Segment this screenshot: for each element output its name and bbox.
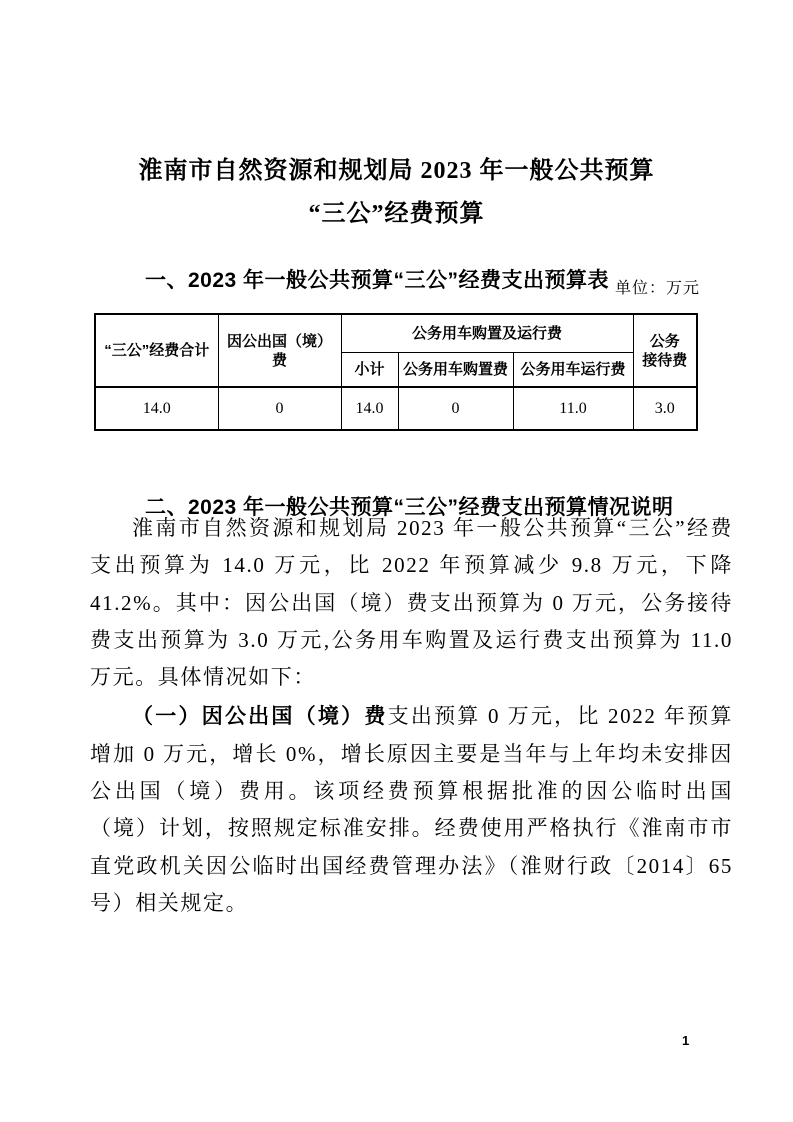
data-cell-abroad: 0 <box>218 387 341 430</box>
header-cell-reception-line1: 公务 <box>649 332 680 350</box>
body-text <box>90 510 733 922</box>
section-1-heading: 一、2023 年一般公共预算“三公”经费支出预算表 <box>145 269 610 293</box>
section-2-heading: 二、2023 年一般公共预算“三公”经费支出预算情况说明 <box>145 496 674 520</box>
data-cell-total: 14.0 <box>95 387 218 430</box>
header-cell-purchase: 公务用车购置费 <box>398 353 513 388</box>
unit-note: 单位：万元 <box>614 280 700 297</box>
header-cell-abroad: 因公出国（境）费 <box>218 314 341 387</box>
data-cell-reception: 3.0 <box>633 387 697 430</box>
header-cell-total: “三公”经费合计 <box>95 314 218 387</box>
table-data-row <box>95 387 697 430</box>
data-cell-purchase: 0 <box>398 387 513 430</box>
header-cell-reception <box>633 314 697 387</box>
header-cell-operation: 公务用车运行费 <box>513 353 633 388</box>
document-title <box>0 150 793 236</box>
header-cell-vehicle-group: 公务用车购置及运行费 <box>341 314 633 353</box>
paragraph-2 <box>90 698 733 922</box>
table-header-row-1 <box>95 314 697 353</box>
document-title-line2: “三公”经费预算 <box>308 201 485 228</box>
document-title-line1: 淮南市自然资源和规划局 2023 年一般公共预算 <box>138 158 655 185</box>
data-cell-subtotal: 14.0 <box>341 387 398 430</box>
paragraph-2-lead: （一）因公出国（境）费 <box>132 704 388 729</box>
paragraph-2-rest: 支出预算 0 万元，比 2022 年预算增加 0 万元，增长 0%，增长原因主要是当年与上年均未安排因公出国（境）费用。该项经费预算根据批准的因公临时出国（境）计划，按照规定标准安排。经费使用严格执行《淮南市市直党政机关因公临时出国经费管理办法》（淮财行政〔2014〕65 号）相关规定。 <box>90 704 733 915</box>
paragraph-1: 淮南市自然资源和规划局 2023 年一般公共预算“三公”经费支出预算为 14.0 万元，比 2022 年预算减少 9.8 万元，下降 41.2%。其中：因公出国（境）费支出预算为 0 万元，公务接待费支出预算为 3.0 万元,公务用车购置及运行费支出预算为 11.0 万元。具体情况如下： <box>90 516 733 690</box>
data-cell-operation: 11.0 <box>513 387 633 430</box>
page-number: 1 <box>682 1033 690 1048</box>
header-cell-subtotal: 小计 <box>341 353 398 388</box>
header-cell-reception-line2: 接待费 <box>642 351 688 369</box>
three-public-budget-table <box>94 313 698 431</box>
